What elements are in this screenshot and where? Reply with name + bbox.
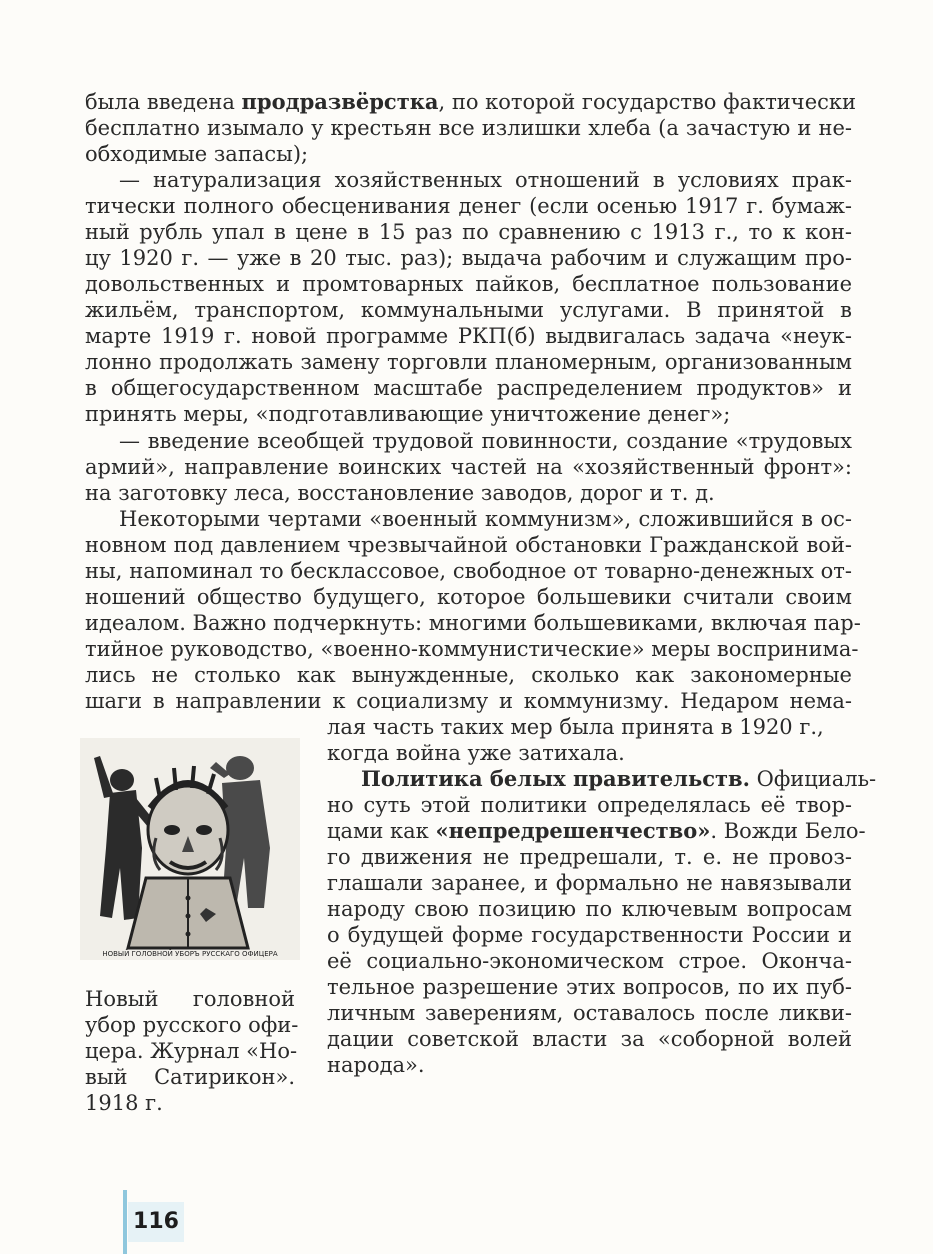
text-run: Официаль- — [749, 767, 877, 791]
satirical-cartoon-illustration — [80, 738, 300, 960]
text-run: армий», направление воинских частей на «хозяйственный фронт»: — [85, 455, 852, 479]
text-line — [327, 948, 852, 974]
text-line — [85, 271, 852, 297]
text-line — [361, 766, 877, 792]
page-margin-bar — [123, 1190, 127, 1254]
text-line — [85, 323, 852, 349]
text-line — [85, 219, 852, 245]
text-line — [327, 1026, 852, 1052]
text-run: цами как — [327, 819, 436, 843]
text-run: была введена — [85, 90, 242, 114]
text-run: народа». — [327, 1053, 425, 1077]
text-run: Некоторыми чертами «военный коммунизм», сложившийся в ос- — [119, 507, 852, 531]
cartoon-inscription: НОВЫЙ ГОЛОВНОЙ УБОРЪ РУССКАГО ОФИЦЕРА — [102, 950, 278, 958]
text-line — [85, 662, 852, 688]
text-run: её социально-экономическом строе. Оконча- — [327, 949, 852, 973]
text-run: , по которой государство фактически — [438, 90, 857, 114]
caption-line: 1918 г. — [85, 1091, 163, 1115]
text-run: тийное руководство, «военно-коммунистические» меры воспринима- — [85, 637, 859, 661]
text-line — [85, 454, 852, 480]
text-run: — натурализация хозяйственных отношений в условиях прак- — [119, 168, 852, 192]
text-run: марте 1919 г. новой программе РКП(б) выдвигалась задача «неук- — [85, 324, 852, 348]
bold-term: Политика белых правительств. — [361, 766, 750, 791]
text-run: на заготовку леса, восстановление заводов, дорог и т. д. — [85, 481, 715, 505]
text-run: го движения не предрешали, т. е. не провоз- — [327, 845, 852, 869]
text-run: народу свою позицию по ключевым вопросам — [327, 897, 852, 921]
bold-term: продразвёрстка — [241, 89, 439, 114]
text-line — [85, 480, 852, 506]
text-line — [85, 115, 852, 141]
text-line — [85, 297, 852, 323]
text-run: обходимые запасы); — [85, 142, 309, 166]
text-line — [327, 974, 852, 1000]
text-run: ношений общество будущего, которое большевики считали своим — [85, 585, 852, 609]
caption-line: Новый головной — [85, 987, 295, 1011]
text-run: — введение всеобщей трудовой повинности, создание «трудовых — [119, 429, 852, 453]
text-run: ны, напоминал то бесклассовое, свободное от товарно-денежных от- — [85, 559, 852, 583]
text-line — [327, 870, 852, 896]
text-run: принять меры, «подготавливающие уничтожение денег»; — [85, 402, 731, 426]
text-line — [85, 688, 852, 714]
text-run: лонно продолжать замену торговли планомерным, организованным — [85, 350, 852, 374]
text-line — [85, 141, 852, 167]
text-line — [85, 375, 852, 401]
text-line — [119, 506, 852, 532]
text-line — [85, 193, 852, 219]
text-run: личным заверениям, оставалось после ликви- — [327, 1001, 852, 1025]
text-run: ный рубль упал в цене в 15 раз по сравнению с 1913 г., то к кон- — [85, 220, 852, 244]
caption-line: вый Сатирикон». — [85, 1065, 295, 1089]
text-line — [85, 401, 852, 427]
text-run: новном под давлением чрезвычайной обстановки Гражданской вой- — [85, 533, 852, 557]
text-run: . Вожди Бело- — [710, 819, 866, 843]
text-run: довольственных и промтоварных пайков, бесплатное пользование — [85, 272, 852, 296]
text-line — [327, 792, 852, 818]
text-run: жильём, транспортом, коммунальными услугами. В принятой в — [85, 298, 852, 322]
text-run: лая часть таких мер была принята в 1920 г., — [327, 715, 824, 739]
text-run: дации советской власти за «соборной волей — [327, 1027, 852, 1051]
text-run: когда война уже затихала. — [327, 741, 625, 765]
text-run: идеалом. Важно подчеркнуть: многими большевиками, включая пар- — [85, 611, 861, 635]
text-line — [327, 896, 852, 922]
caption-line: убор русского офи- — [85, 1013, 299, 1037]
text-line — [85, 636, 859, 662]
text-run: тельное разрешение этих вопросов, по их пуб- — [327, 975, 852, 999]
text-line — [85, 245, 852, 271]
caption-line: цера. Журнал «Но- — [85, 1039, 298, 1063]
text-run: бесплатно изымало у крестьян все излишки хлеба (а зачастую и не- — [85, 116, 852, 140]
text-line — [327, 714, 852, 740]
text-run: цу 1920 г. — уже в 20 тыс. раз); выдача рабочим и служащим про- — [85, 246, 852, 270]
text-line — [119, 167, 852, 193]
text-line — [119, 428, 852, 454]
text-line — [327, 818, 866, 844]
text-line — [85, 532, 852, 558]
cartoon-drawing — [80, 738, 300, 960]
text-line — [85, 610, 861, 636]
text-line — [85, 349, 852, 375]
text-line — [85, 584, 852, 610]
text-line — [327, 922, 852, 948]
text-run: лись не столько как вынужденные, сколько как закономерные — [85, 663, 852, 687]
text-run: но суть этой политики определялась её твор- — [327, 793, 852, 817]
text-line — [85, 558, 852, 584]
text-line — [327, 1000, 852, 1026]
text-run: о будущей форме государственности России и — [327, 923, 852, 947]
text-line — [327, 1052, 852, 1078]
text-run: тически полного обесценивания денег (если осенью 1917 г. бумаж- — [85, 194, 852, 218]
text-run: глашали заранее, и формально не навязывали — [327, 871, 852, 895]
text-run: шаги в направлении к социализму и коммунизму. Недаром нема- — [85, 689, 852, 713]
text-run: в общегосударственном масштабе распределением продуктов» и — [85, 376, 852, 400]
text-line — [327, 844, 852, 870]
bold-term: «непредрешенчество» — [435, 818, 711, 843]
text-line — [85, 89, 857, 115]
page-number: 116 — [128, 1202, 184, 1242]
text-line — [327, 740, 852, 766]
